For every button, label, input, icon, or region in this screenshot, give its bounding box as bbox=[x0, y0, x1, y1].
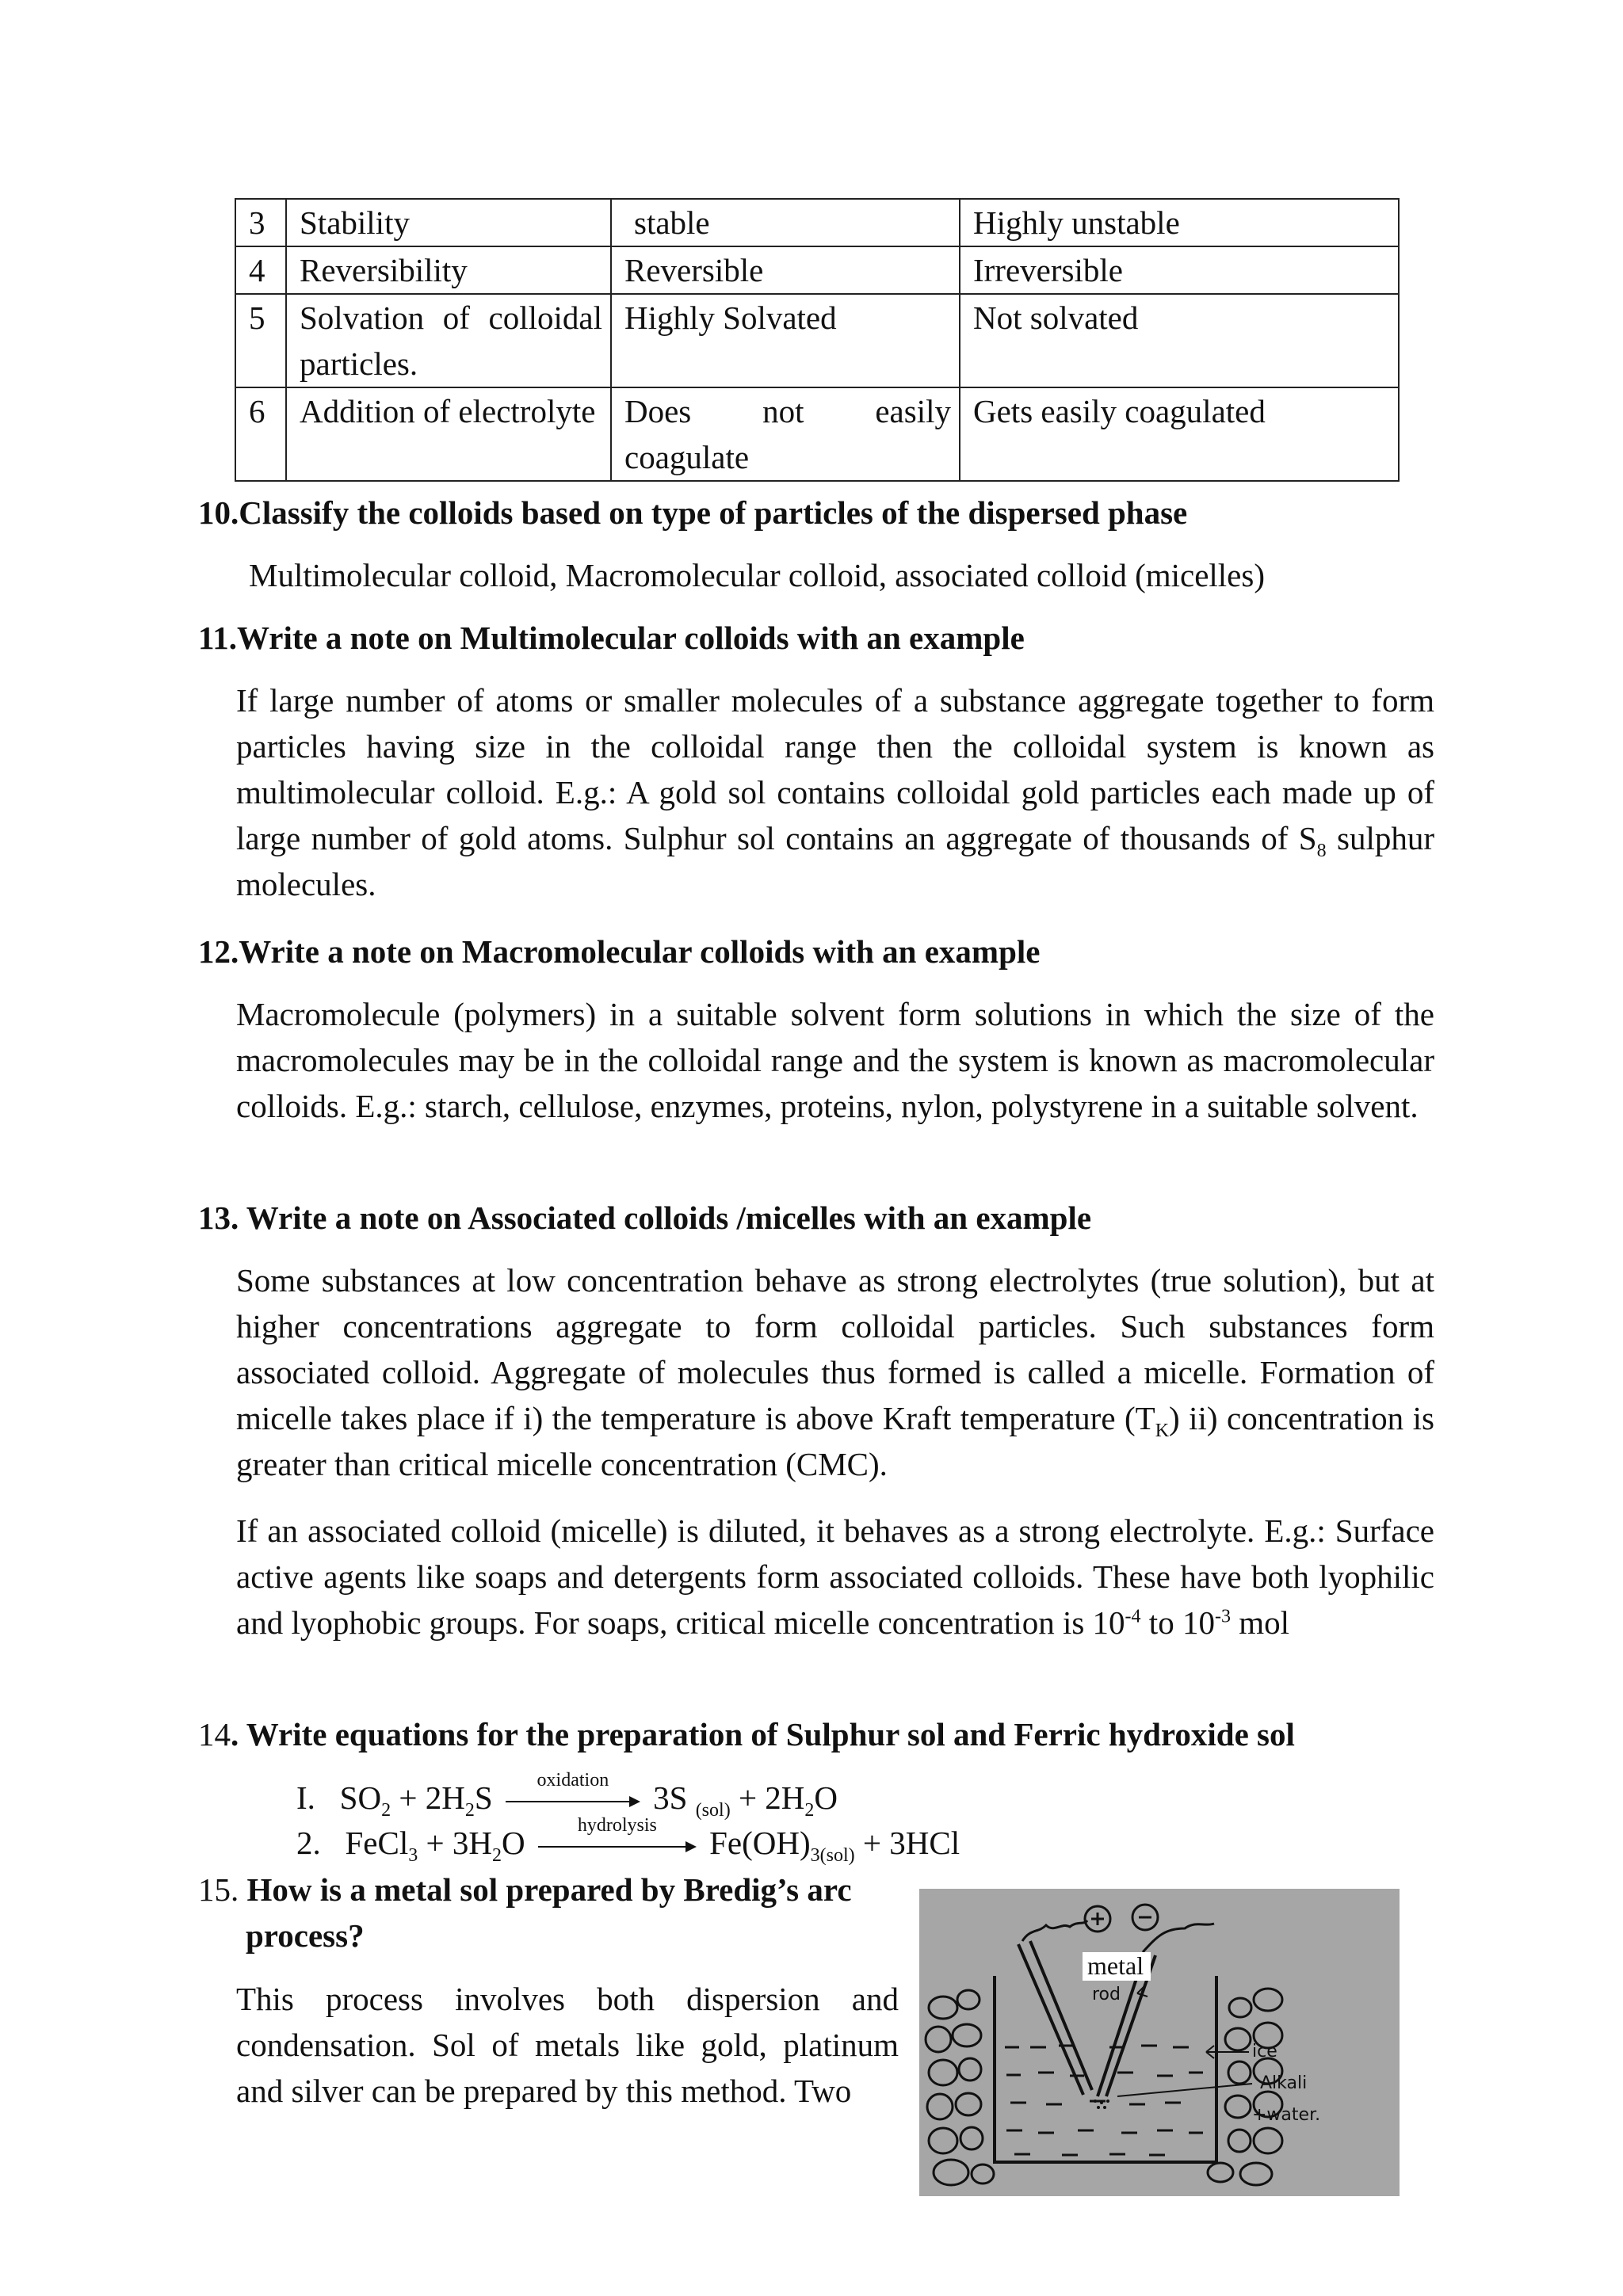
formula-part: Fe(OH) bbox=[709, 1825, 811, 1861]
subscript: 2 bbox=[491, 1845, 502, 1867]
question-12-answer: Macromolecule (polymers) in a suitable solvent form solutions in which the size of the macromolecules may be in the colloidal range and the system is known as macromolecular colloids. E.g.: starch, cellulose, enzymes, proteins, nylon, polystyrene in a suitable solvent. bbox=[236, 996, 1434, 1124]
question-15-heading-line-2: process? bbox=[246, 1917, 365, 1954]
question-title-line-1: How is a metal sol prepared by Bredig’s arc bbox=[246, 1871, 852, 1908]
question-11-answer bbox=[236, 677, 1434, 907]
subscript: K bbox=[1155, 1421, 1170, 1442]
question-title: . Write equations for the preparation of Sulphur sol and Ferric hydroxide sol bbox=[231, 1716, 1295, 1753]
lyophobic-cell: Irreversible bbox=[960, 246, 1399, 294]
answer-text: Some substances at low concentration behave as strong electrolytes (true solution), but at higher concentrations aggregate to form colloidal particles. Such substances form associated colloid. Aggregate of molecules thus formed is called a micelle. Formation of micelle takes place if i) the temperature is above Kraft temperature (T bbox=[236, 1262, 1434, 1436]
formula-part: + 2H bbox=[730, 1779, 805, 1816]
metal-label: metal bbox=[1087, 1951, 1144, 1980]
superscript: -3 bbox=[1214, 1606, 1231, 1627]
formula-part: S bbox=[474, 1779, 493, 1816]
question-12-heading: 12.Write a note on Macromolecular colloids with an example bbox=[198, 933, 1041, 970]
reaction-arrow bbox=[506, 1769, 640, 1814]
question-11-heading: 11.Write a note on Multimolecular colloids with an example bbox=[198, 620, 1025, 656]
table-row bbox=[235, 294, 1399, 387]
property-cell: Reversibility bbox=[286, 246, 611, 294]
equation-label: 2. bbox=[296, 1825, 321, 1861]
reaction-arrow bbox=[538, 1814, 697, 1859]
lyophobic-cell: Highly unstable bbox=[960, 199, 1399, 246]
ice-label: ice bbox=[1252, 2042, 1277, 2061]
answer-text-end: sulphur molecules. bbox=[236, 820, 1435, 902]
lyophilic-cell: Highly Solvated bbox=[611, 294, 960, 387]
property-cell: Addition of electrolyte bbox=[286, 387, 611, 481]
property-cell: Solvation of colloidal particles. bbox=[286, 294, 611, 387]
answer-text-end: ) ii) concentration is greater than critical micelle concentration (CMC). bbox=[236, 1400, 1434, 1482]
question-number: 14 bbox=[198, 1716, 231, 1753]
lyophobic-cell: Not solvated bbox=[960, 294, 1399, 387]
subscript: 2 bbox=[464, 1800, 475, 1821]
answer-text: to 10 bbox=[1140, 1604, 1215, 1641]
question-10-heading: 10.Classify the colloids based on type of particles of the dispersed phase bbox=[198, 494, 1188, 531]
formula-part: O bbox=[501, 1825, 525, 1861]
equation-label: I. bbox=[296, 1779, 315, 1816]
formula-part: FeCl bbox=[345, 1825, 409, 1861]
formula-part: SO bbox=[339, 1779, 382, 1816]
equation-2 bbox=[296, 1814, 960, 1867]
table-row bbox=[235, 246, 1399, 294]
subscript: 3 bbox=[408, 1845, 418, 1867]
bredig-arc-figure bbox=[919, 1889, 1400, 2196]
question-10-answer: Multimolecular colloid, Macromolecular colloid, associated colloid (micelles) bbox=[249, 557, 1265, 593]
water-label: +water. bbox=[1252, 2105, 1321, 2125]
question-13-paragraph-1 bbox=[236, 1257, 1434, 1487]
formula-part: + 3H bbox=[418, 1825, 492, 1861]
question-15-heading bbox=[198, 1867, 911, 1913]
subscript: 8 bbox=[1316, 841, 1327, 862]
subscript: (sol) bbox=[695, 1800, 731, 1821]
property-cell: Stability bbox=[286, 199, 611, 246]
row-number: 5 bbox=[235, 294, 286, 387]
answer-text: If an associated colloid (micelle) is diluted, it behaves as a strong electrolyte. E.g.: Surface active agents like soaps and detergents form associated colloids. These have both lyophilic and lyophobic groups. For soaps, critical micelle concentration is 10 bbox=[236, 1512, 1434, 1641]
equation-1 bbox=[296, 1769, 838, 1821]
question-14-heading bbox=[198, 1711, 1295, 1757]
question-number: 15. bbox=[198, 1871, 247, 1908]
rod-label: rod bbox=[1092, 1985, 1121, 2004]
row-number: 3 bbox=[235, 199, 286, 246]
alkali-label: Alkali bbox=[1260, 2073, 1308, 2093]
subscript: 2 bbox=[804, 1800, 815, 1821]
formula-part: O bbox=[814, 1779, 838, 1816]
formula-part: 3S bbox=[653, 1779, 696, 1816]
row-number: 4 bbox=[235, 246, 286, 294]
lyophobic-cell: Gets easily coagulated bbox=[960, 387, 1399, 481]
formula-part: + 3HCl bbox=[854, 1825, 960, 1861]
lyophilic-cell: Does not easily coagulate bbox=[611, 387, 960, 481]
lyophilic-cell: stable bbox=[611, 199, 960, 246]
question-13-paragraph-2 bbox=[236, 1508, 1434, 1646]
subscript: 3(sol) bbox=[810, 1845, 855, 1867]
table-row bbox=[235, 199, 1399, 246]
question-13-heading: 13. Write a note on Associated colloids /micelles with an example bbox=[198, 1199, 1092, 1236]
formula-part: + 2H bbox=[391, 1779, 465, 1816]
lyophilic-cell: Reversible bbox=[611, 246, 960, 294]
subscript: 2 bbox=[381, 1800, 391, 1821]
superscript: -4 bbox=[1125, 1606, 1141, 1627]
table-row bbox=[235, 387, 1399, 481]
answer-text: If large number of atoms or smaller molecules of a substance aggregate together to form particles having size in the colloidal range then the colloidal system is known as multimolecular colloid. E.g.: A gold sol contains colloidal gold particles each made up of large number of gold atoms. Sulphur sol contains an aggregate of thousands of S bbox=[236, 682, 1434, 856]
question-15-answer: This process involves both dispersion and condensation. Sol of metals like gold, platinum and silver can be prepared by this method. Two bbox=[236, 1981, 899, 2109]
comparison-table bbox=[235, 198, 1400, 482]
row-number: 6 bbox=[235, 387, 286, 481]
answer-text-end: mol bbox=[1230, 1604, 1289, 1641]
arrow-label: hydrolysis bbox=[577, 1814, 657, 1836]
arrow-label: oxidation bbox=[537, 1769, 609, 1791]
